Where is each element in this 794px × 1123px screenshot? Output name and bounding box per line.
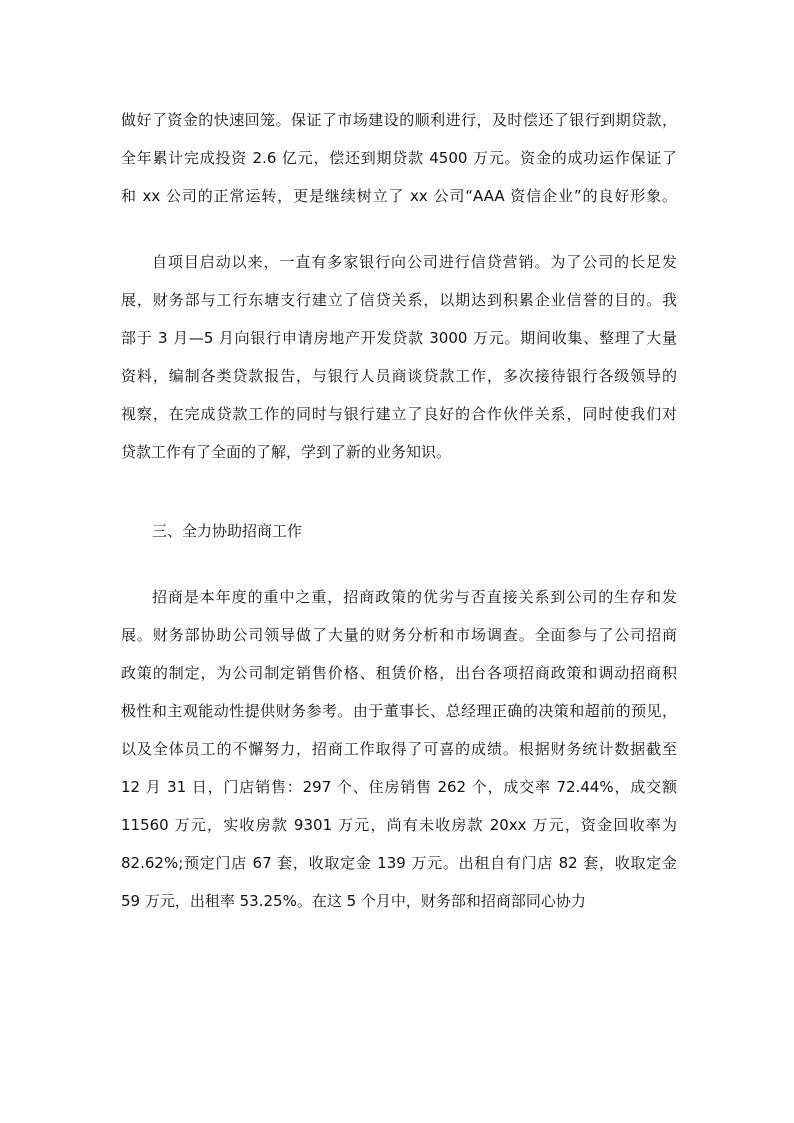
paragraph-2-line-4: 资料，编制各类贷款报告，与银行人员商谈贷款工作，多次接待银行各级领导的 [121,367,677,385]
paragraph-2-line-6: 贷款工作有了全面的了解，学到了新的业务知识。 [121,443,452,461]
paragraph-3-line-4: 极性和主观能动性提供财务参考。由于董事长、总经理正确的决策和超前的预见， [121,702,677,720]
paragraph-3-line-7: 11560 万元，实收房款 9301 万元，尚有未收房款 20xx 万元，资金回收率为 [121,816,677,834]
paragraph-1-line-1: 做好了资金的快速回笼。保证了市场建设的顺利进行，及时偿还了银行到期贷款， [121,111,677,129]
paragraph-2-line-3: 部于 3 月—5 月向银行申请房地产开发贷款 3000 万元。期间收集、整理了大量 [121,329,677,347]
paragraph-3-line-2: 展。财务部协助公司领导做了大量的财务分析和市场调查。全面参与了公司招商 [121,626,677,644]
paragraph-2-line-2: 展，财务部与工行东塘支行建立了信贷关系，以期达到积累企业信誉的目的。我 [121,291,677,309]
paragraph-1-line-3: 和 xx 公司的正常运转，更是继续树立了 xx 公司“AAA 资信企业”的良好形象。 [121,187,677,205]
paragraph-3-line-3: 政策的制定，为公司制定销售价格、租赁价格，出台各项招商政策和调动招商积 [121,664,677,682]
paragraph-2-line-5: 视察，在完成贷款工作的同时与银行建立了良好的合作伙伴关系，同时使我们对 [121,405,677,423]
paragraph-1-line-2: 全年累计完成投资 2.6 亿元，偿还到期贷款 4500 万元。资金的成功运作保证了 [121,149,677,167]
paragraph-3-line-5: 以及全体员工的不懈努力，招商工作取得了可喜的成绩。根据财务统计数据截至 [121,740,677,758]
section-heading: 三、全力协助招商工作 [152,522,303,540]
paragraph-2-line-1: 自项目启动以来，一直有多家银行向公司进行信贷营销。为了公司的长足发 [152,253,677,271]
paragraph-3-line-9: 59 万元，出租率 53.25%。在这 5 个月中，财务部和招商部同心协力 [121,892,586,910]
paragraph-3-line-1: 招商是本年度的重中之重，招商政策的优劣与否直接关系到公司的生存和发 [152,588,677,606]
paragraph-3-line-6: 12 月 31 日，门店销售：297 个、住房销售 262 个，成交率 72.44%，成交额 [121,778,677,796]
paragraph-3-line-8: 82.62%;预定门店 67 套，收取定金 139 万元。出租自有门店 82 套，收取定金 [121,854,677,872]
